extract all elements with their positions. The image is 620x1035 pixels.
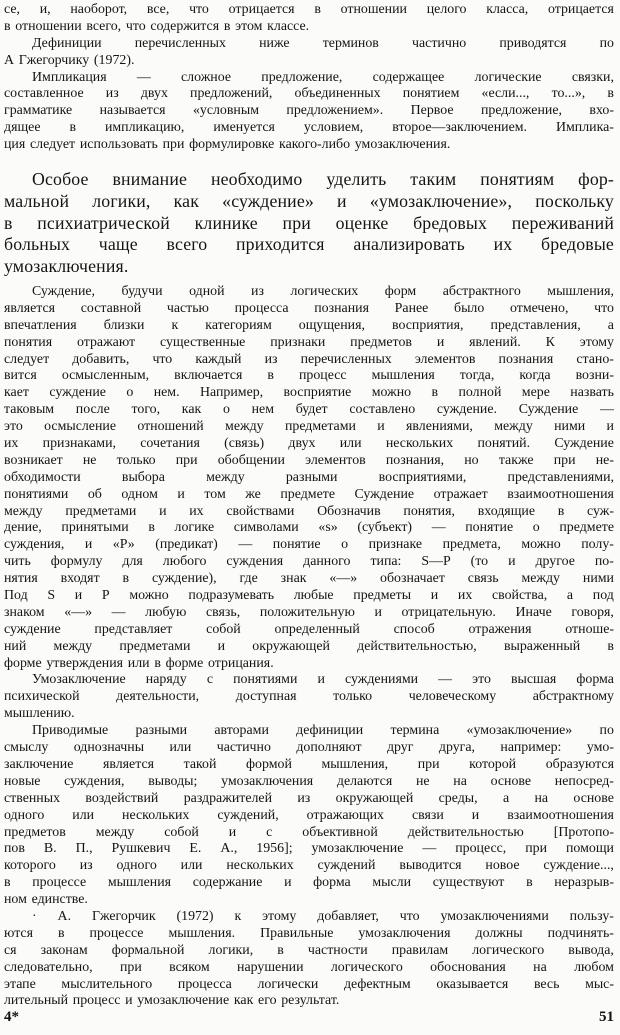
text-line: ном единстве.: [4, 892, 88, 908]
text-line: заключение является такой формой мышления, при которой образуются: [4, 756, 614, 772]
text-line: Суждение, будучи одной из логических форм абстрактного мышления,: [32, 284, 614, 299]
text-line: психической деятельности, доступная только человеческому абстрактному: [4, 689, 614, 705]
text-line: в психиатрической клинике при оценке бредовых переживаний: [4, 212, 614, 233]
lead-paragraph: [4, 169, 614, 278]
text-line: больных чаще всего приходится анализировать их бредовые: [4, 234, 614, 255]
text-line: возникает не только при обобщении элементов познания, но также при не-: [4, 452, 614, 468]
text-line: пов В. П., Рушкевич Е. А., 1956]; умозаключение — процесс, при помощи: [4, 841, 614, 857]
text-line: мышлению.: [4, 706, 75, 722]
text-line: в отношении всего, что содержится в этом классе.: [4, 18, 310, 34]
text-line: ция следует использовать при формулировке какого-либо умозаключения.: [4, 137, 451, 153]
text-line: · А. Гжегорчик (1972) к этому добавляет, что умозаключениями пользу-: [32, 908, 614, 924]
text-line: одного или нескольких суждений, отражающих связи и взаимоотношения: [4, 807, 614, 823]
text-line: ственных воздействий раздражителей из окружающей среды, а на основе: [4, 790, 614, 806]
text-line: следует добавить, что каждый из перечисленных элементов познания стано-: [4, 351, 614, 367]
text-line: вится осмысленным, включается в процесс мышления тогда, когда возни-: [4, 368, 614, 384]
text-block-definitions: [4, 2, 614, 154]
text-line: Особое внимание необходимо уделить таким понятиям фор-: [32, 169, 614, 189]
text-line: это осмысление отношений между предметами и явлениями, между ними и: [4, 419, 614, 435]
text-line: впечатления близки к категориям ощущения, восприятия, представления, а: [4, 317, 614, 333]
text-line: предметов между собой и с объективной действительностью [Протопо-: [4, 824, 614, 840]
text-line: грамматике называется «условным предложением». Первое предложение, вхо-: [4, 103, 614, 119]
text-line: знаком «—» — любую связь, положительную и отрицательную. Иначе говоря,: [4, 604, 614, 620]
text-line: Приводимые разными авторами дефиниции термина «умозаключение» по: [32, 723, 614, 739]
text-line: является составной частью процесса познания Ранее было отмечено, что: [4, 300, 614, 316]
text-line: которого из одного или нескольких суждений выводится новое суждение...,: [4, 858, 614, 874]
text-line: кает суждение о нем. Например, восприятие можно в полной мере назвать: [4, 385, 614, 401]
text-line: их признаками, сочетания (связь) двух или нескольких понятий. Суждение: [4, 436, 614, 452]
text-line: дение, принятыми в логике символами «s» (субъект) — понятие о предмете: [4, 520, 614, 536]
text-line: таковым после того, как о нем будет составлено суждение. Суждение —: [4, 402, 614, 418]
text-line: Дефиниции перечисленных ниже терминов частично приводятся по: [32, 35, 614, 51]
page-footer: [4, 1005, 614, 1029]
text-line: суждение представляет собой определенный способ отражения отноше-: [4, 621, 614, 637]
text-line: дящее в импликацию, именуется условием, второе—заключением. Имплика-: [4, 120, 614, 136]
text-line: нятия входят в суждение), где знак «—» обозначает связь между ними: [4, 571, 614, 587]
text-line: понятия отражают существенные признаки предметов и явлений. К этому: [4, 334, 614, 350]
text-block-main: [4, 284, 614, 1010]
text-line: суждения, и «Р» (предикат) — понятие о признаке предмета, можно полу-: [4, 537, 614, 553]
text-line: Импликация — сложное предложение, содержащее логические связки,: [32, 69, 614, 85]
text-line: форме утверждения или в форме отрицания.: [4, 655, 274, 671]
text-line: ний между предметами и окружающей действительностью, выраженный в: [4, 638, 614, 654]
text-line: составленное из двух предложений, объединенных понятием «если..., то...», в: [4, 86, 614, 102]
text-line: следовательно, при всяком нарушении логического обоснования на любом: [4, 959, 614, 975]
text-line: Умозаключение наряду с понятиями и суждениями — это высшая форма: [32, 672, 614, 688]
text-line: чить формулу для любого суждения данного типа: S—P (то и другое по-: [4, 554, 614, 570]
text-line: между предметами и их свойствами Обозначив понятия, входящие в суж-: [4, 503, 614, 519]
page-number: 51: [599, 1008, 614, 1025]
text-line: ются в процессе мышления. Правильные умозаключения должны подчинять-: [4, 925, 614, 941]
text-line: умозаключения.: [4, 256, 129, 277]
text-line: А Гжегорчику (1972).: [4, 52, 135, 68]
text-line: смыслу однозначны или частично дополняют друг друга, например: умо-: [4, 740, 614, 756]
text-line: понятиями об одном и том же предмете Суждение отражает взаимоотношения: [4, 486, 614, 502]
text-line: этапе мыслительного процесса логически дефектным оказывается весь мыс-: [4, 976, 614, 992]
text-line: ся законам формальной логики, в частности правилам логического вывода,: [4, 942, 614, 958]
text-line: Под S и P можно подразумевать любые предметы и их свойства, а под: [4, 588, 614, 604]
text-line: в процессе мышления содержание и форма мысли существуют в неразрыв-: [4, 875, 614, 891]
text-line: новые суждения, выводы; умозаключения делаются не на основе непосред-: [4, 773, 614, 789]
text-line: се, и, наоборот, все, что отрицается в отношении целого класса, отрицается: [4, 2, 614, 17]
text-line: обходимости выбора между разными восприятиями, представлениями,: [4, 469, 614, 485]
text-line: лительный процесс и умозаключение как его результат.: [4, 993, 340, 1009]
signature-mark: 4*: [4, 1008, 19, 1025]
text-line: мальной логики, как «суждение» и «умозаключение», поскольку: [4, 190, 614, 211]
